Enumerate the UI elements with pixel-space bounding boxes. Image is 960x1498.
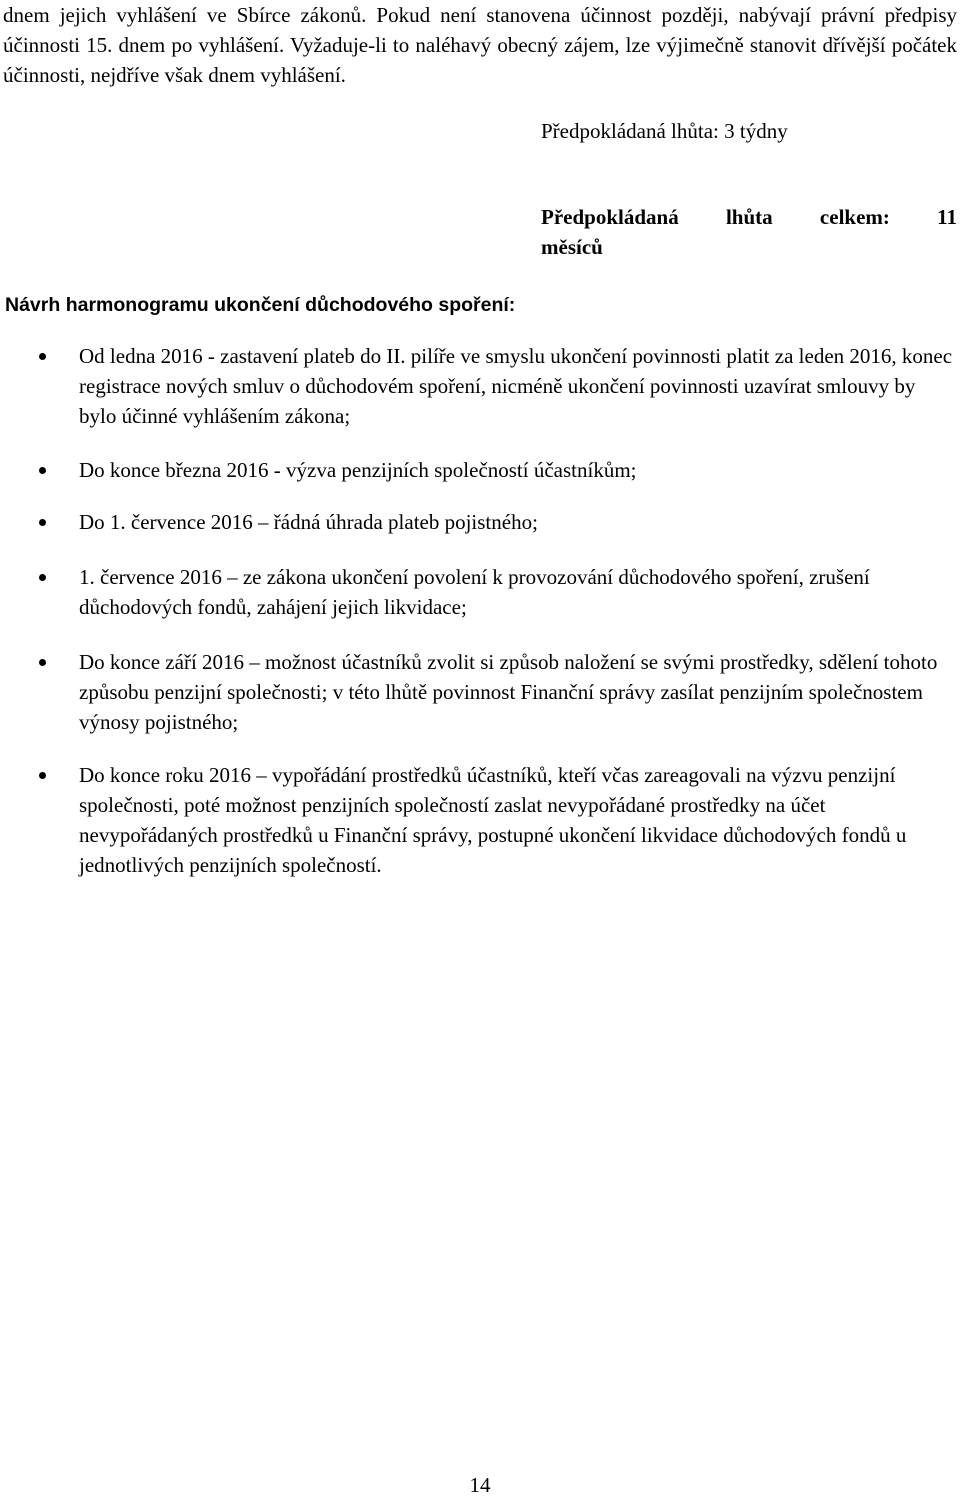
estimated-total-word-4: 11 [937,205,957,229]
schedule-item [0,760,954,880]
schedule-item [0,341,954,431]
estimated-period-total [541,202,957,262]
bullet-icon [39,574,46,581]
estimated-period-3-weeks: Předpokládaná lhůta: 3 týdny [541,119,788,143]
bullet-icon [39,519,46,526]
schedule-item-text: Do konce září 2016 – možnost účastníků zvolit si způsob naložení se svými prostředky, sdělení tohoto způsobu penzijní společnosti; v této lhůtě povinnost Finanční správy zasílat penzijním společnostem výnosy pojistného; [79,650,938,734]
schedule-item-text: Do konce března 2016 - výzva penzijních společností účastníkům; [79,458,637,482]
schedule-item-text: Od ledna 2016 - zastavení plateb do II. pilíře ve smyslu ukončení povinnosti platit za leden 2016, konec registrace nových smluv o důchodovém spoření, nicméně ukončení povinnosti uzavírat smlouvy by bylo účinné vyhlášením zákona; [79,344,953,428]
estimated-total-line [541,202,957,232]
section-heading: Návrh harmonogramu ukončení důchodového spoření: [5,294,516,316]
schedule-item-text: Do 1. července 2016 – řádná úhrada plateb pojistného; [79,510,538,534]
schedule-item [0,647,954,737]
bullet-icon [39,353,46,360]
schedule-list [0,341,960,880]
estimated-total-word-3: celkem: [819,205,890,229]
bullet-icon [39,467,46,474]
schedule-item-text: 1. července 2016 – ze zákona ukončení povolení k provozování důchodového spoření, zrušení důchodových fondů, zahájení jejich likvidace; [79,565,870,619]
schedule-item [0,455,954,485]
estimated-total-word-2: lhůta [725,205,773,229]
bullet-icon [39,772,46,779]
estimated-total-word-1: Předpokládaná [541,205,679,229]
page-number: 14 [469,1473,491,1497]
intro-paragraph: dnem jejich vyhlášení ve Sbírce zákonů. Pokud není stanovena účinnost později, nabývají právní předpisy účinnosti 15. dnem po vyhlášení. Vyžaduje-li to naléhavý obecný zájem, lze výjimečně stanovit dřívější počátek účinnosti, nejdříve však dnem vyhlášení. [3,3,957,87]
schedule-item [0,507,954,537]
schedule-item [0,562,954,622]
schedule-item-text: Do konce roku 2016 – vypořádání prostředků účastníků, kteří včas zareagovali na výzvu penzijní společnosti, poté možnost penzijních společností zaslat nevypořádané prostředky na účet nevypořádaných prostředků u Finanční správy, postupné ukončení likvidace důchodových fondů u jednotlivých penzijních společností. [79,763,907,877]
bullet-icon [39,659,46,666]
estimated-total-unit: měsíců [541,235,603,259]
